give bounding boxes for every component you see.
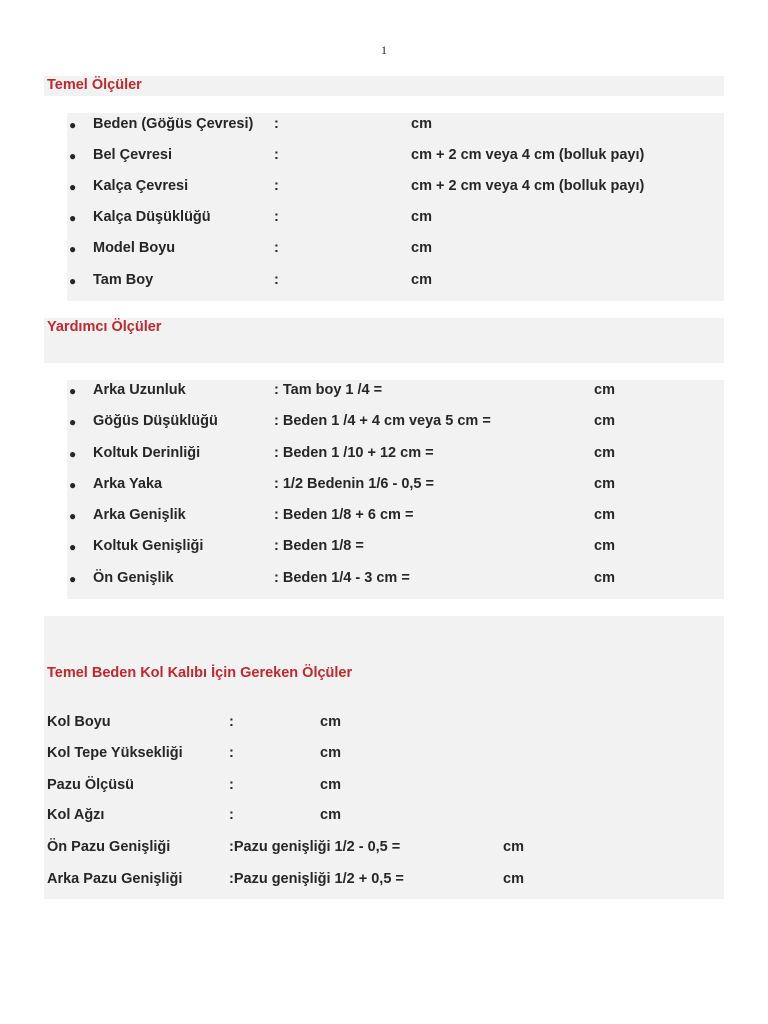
measure-unit: cm xyxy=(594,507,615,523)
measure-formula: : Beden 1/4 - 3 cm = xyxy=(274,570,410,586)
page-number: 1 xyxy=(381,43,387,57)
measure-unit: cm xyxy=(594,570,615,586)
bullet-icon: ● xyxy=(69,211,77,225)
measure-value: cm xyxy=(320,714,341,730)
list-item xyxy=(0,507,768,527)
measure-value: cm + 2 cm veya 4 cm (bolluk payı) xyxy=(411,147,645,163)
bullet-icon: ● xyxy=(69,242,77,256)
separator: : xyxy=(229,777,234,793)
measure-label: Kalça Çevresi xyxy=(93,178,189,194)
measure-label: Tam Boy xyxy=(93,272,154,288)
bullet-icon: ● xyxy=(69,540,77,554)
measure-label: Göğüs Düşüklüğü xyxy=(93,413,218,429)
list-item xyxy=(0,382,768,402)
measure-value: cm xyxy=(411,272,432,288)
list-item xyxy=(0,538,768,558)
measure-value: cm xyxy=(411,116,432,132)
bullet-icon: ● xyxy=(69,384,77,398)
measure-unit: cm xyxy=(594,538,615,554)
bullet-icon: ● xyxy=(69,572,77,586)
separator: : xyxy=(274,116,279,132)
separator: : xyxy=(274,147,279,163)
measure-label: Pazu Ölçüsü xyxy=(47,777,135,793)
bullet-icon: ● xyxy=(69,415,77,429)
measure-formula: : Beden 1/8 = xyxy=(274,538,364,554)
bullet-icon: ● xyxy=(69,509,77,523)
bullet-icon: ● xyxy=(69,180,77,194)
measure-formula: :Pazu genişliği 1/2 - 0,5 = xyxy=(229,839,401,855)
list-item xyxy=(0,476,768,496)
bullet-icon: ● xyxy=(69,274,77,288)
separator: : xyxy=(229,745,234,761)
measure-formula: : Beden 1 /10 + 12 cm = xyxy=(274,445,434,461)
list-item xyxy=(0,570,768,590)
list-item xyxy=(0,745,768,765)
measure-label: Kalça Düşüklüğü xyxy=(93,209,211,225)
separator: : xyxy=(274,178,279,194)
list-item xyxy=(0,240,768,260)
measure-label: Arka Yaka xyxy=(93,476,163,492)
measure-formula: :Pazu genişliği 1/2 + 0,5 = xyxy=(229,871,404,887)
list-item xyxy=(0,714,768,734)
separator: : xyxy=(274,209,279,225)
measure-unit: cm xyxy=(503,839,524,855)
measure-label: Arka Genişlik xyxy=(93,507,186,523)
measure-value: cm xyxy=(320,745,341,761)
measure-label: Ön Genişlik xyxy=(93,570,174,586)
measure-label: Kol Tepe Yüksekliği xyxy=(47,745,183,761)
measure-unit: cm xyxy=(594,476,615,492)
measure-unit: cm xyxy=(594,413,615,429)
measure-value: cm xyxy=(320,807,341,823)
list-item xyxy=(0,777,768,797)
list-item xyxy=(0,807,768,827)
list-item xyxy=(0,871,768,891)
section1-title: Temel Ölçüler xyxy=(47,77,142,93)
measure-value: cm + 2 cm veya 4 cm (bolluk payı) xyxy=(411,178,645,194)
list-item xyxy=(0,116,768,136)
measure-label: Koltuk Genişliği xyxy=(93,538,204,554)
bullet-icon: ● xyxy=(69,478,77,492)
list-item xyxy=(0,178,768,198)
measure-unit: cm xyxy=(594,382,615,398)
measure-formula: : Beden 1 /4 + 4 cm veya 5 cm = xyxy=(274,413,491,429)
list-item xyxy=(0,445,768,465)
list-item xyxy=(0,147,768,167)
measure-label: Bel Çevresi xyxy=(93,147,172,163)
separator: : xyxy=(274,272,279,288)
section2-title: Yardımcı Ölçüler xyxy=(47,319,162,335)
measure-formula: : Tam boy 1 /4 = xyxy=(274,382,383,398)
measure-formula: : 1/2 Bedenin 1/6 - 0,5 = xyxy=(274,476,434,492)
measure-value: cm xyxy=(411,240,432,256)
measure-label: Beden (Göğüs Çevresi) xyxy=(93,116,254,132)
measure-value: cm xyxy=(320,777,341,793)
bullet-icon: ● xyxy=(69,118,77,132)
list-item xyxy=(0,272,768,292)
measure-label: Kol Ağzı xyxy=(47,807,105,823)
separator: : xyxy=(229,807,234,823)
measure-label: Arka Pazu Genişliği xyxy=(47,871,183,887)
measure-unit: cm xyxy=(594,445,615,461)
measure-unit: cm xyxy=(503,871,524,887)
list-item xyxy=(0,209,768,229)
list-item xyxy=(0,413,768,433)
section1-title-band xyxy=(44,76,724,96)
separator: : xyxy=(274,240,279,256)
separator: : xyxy=(229,714,234,730)
section3-title: Temel Beden Kol Kalıbı İçin Gereken Ölçüler xyxy=(47,665,353,681)
measure-formula: : Beden 1/8 + 6 cm = xyxy=(274,507,414,523)
measure-label: Ön Pazu Genişliği xyxy=(47,839,171,855)
list-item xyxy=(0,839,768,859)
measure-label: Arka Uzunluk xyxy=(93,382,186,398)
bullet-icon: ● xyxy=(69,447,77,461)
measure-label: Koltuk Derinliği xyxy=(93,445,201,461)
measure-value: cm xyxy=(411,209,432,225)
measure-label: Model Boyu xyxy=(93,240,176,256)
measure-label: Kol Boyu xyxy=(47,714,111,730)
bullet-icon: ● xyxy=(69,149,77,163)
